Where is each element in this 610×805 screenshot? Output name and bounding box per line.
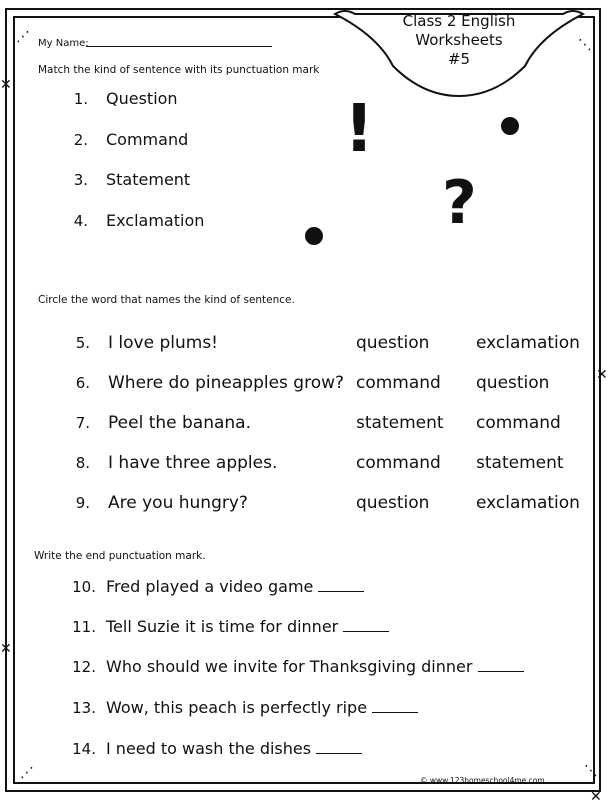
- item-number: 2.: [73, 131, 88, 149]
- option-1[interactable]: statement: [356, 413, 444, 433]
- title-line-3: #5: [447, 50, 471, 68]
- answer-blank[interactable]: [318, 591, 364, 592]
- sentence: Are you hungry?: [108, 493, 248, 513]
- sparkle-icon: ⋱: [584, 763, 598, 779]
- option-1[interactable]: question: [356, 493, 430, 513]
- sentence: Tell Suzie it is time for dinner: [106, 617, 389, 636]
- item-number: 8.: [75, 454, 90, 472]
- option-2[interactable]: command: [476, 413, 561, 433]
- sentence: Fred played a video game: [106, 577, 364, 596]
- option-1[interactable]: question: [356, 333, 430, 353]
- star-icon: ✕: [0, 641, 12, 657]
- item-number: 10.: [72, 578, 96, 596]
- section1-instruction: Match the kind of sentence with its punctuation mark: [38, 64, 320, 76]
- item-number: 12.: [72, 658, 96, 676]
- worksheet-title: [335, 12, 583, 69]
- title-line-1: Class 2 English: [402, 12, 516, 30]
- match-item: Command: [106, 130, 189, 149]
- title-line-2: Worksheets: [415, 31, 503, 49]
- match-item: Exclamation: [106, 211, 205, 230]
- option-2[interactable]: exclamation: [476, 333, 580, 353]
- option-2[interactable]: question: [476, 373, 550, 393]
- sentence: Where do pineapples grow?: [108, 373, 345, 393]
- item-number: 3.: [73, 171, 88, 189]
- name-label: My Name:: [38, 38, 89, 49]
- sparkle-icon: ⋰: [16, 29, 30, 45]
- item-number: 9.: [75, 494, 90, 512]
- exclamation-mark: !: [344, 90, 375, 167]
- match-item: Question: [106, 89, 178, 108]
- section2-instruction: Circle the word that names the kind of sentence.: [38, 294, 295, 306]
- question-mark: ?: [442, 168, 477, 238]
- item-number: 13.: [72, 699, 96, 717]
- sentence: Wow, this peach is perfectly ripe: [106, 698, 418, 717]
- sentence: Who should we invite for Thanksgiving dinner: [106, 657, 524, 676]
- item-number: 6.: [75, 374, 90, 392]
- item-number: 5.: [75, 334, 90, 352]
- section3-instruction: Write the end punctuation mark.: [34, 550, 206, 562]
- copyright: © www.123homeschool4me.com: [420, 776, 545, 785]
- answer-blank[interactable]: [372, 712, 418, 713]
- option-1[interactable]: command: [356, 373, 441, 393]
- answer-blank[interactable]: [343, 631, 389, 632]
- match-item: Statement: [106, 170, 191, 189]
- sentence: I need to wash the dishes: [106, 739, 362, 758]
- star-icon: ✕: [590, 789, 602, 805]
- period-dot: [305, 227, 323, 245]
- option-2[interactable]: exclamation: [476, 493, 580, 513]
- sentence: I love plums!: [108, 333, 218, 353]
- option-2[interactable]: statement: [476, 453, 564, 473]
- item-number: 14.: [72, 740, 96, 758]
- star-icon: ✕: [596, 367, 608, 383]
- sparkle-icon: ⋰: [20, 765, 34, 781]
- item-number: 11.: [72, 618, 96, 636]
- answer-blank[interactable]: [316, 753, 362, 754]
- item-number: 7.: [75, 414, 90, 432]
- name-field[interactable]: [86, 46, 272, 47]
- sentence: Peel the banana.: [108, 413, 251, 433]
- period-dot: [501, 117, 519, 135]
- star-icon: ✕: [0, 77, 12, 93]
- sentence: I have three apples.: [108, 453, 278, 473]
- option-1[interactable]: command: [356, 453, 441, 473]
- item-number: 4.: [73, 212, 88, 230]
- answer-blank[interactable]: [478, 671, 524, 672]
- sparkle-icon: ⋱: [578, 37, 592, 53]
- item-number: 1.: [73, 90, 88, 108]
